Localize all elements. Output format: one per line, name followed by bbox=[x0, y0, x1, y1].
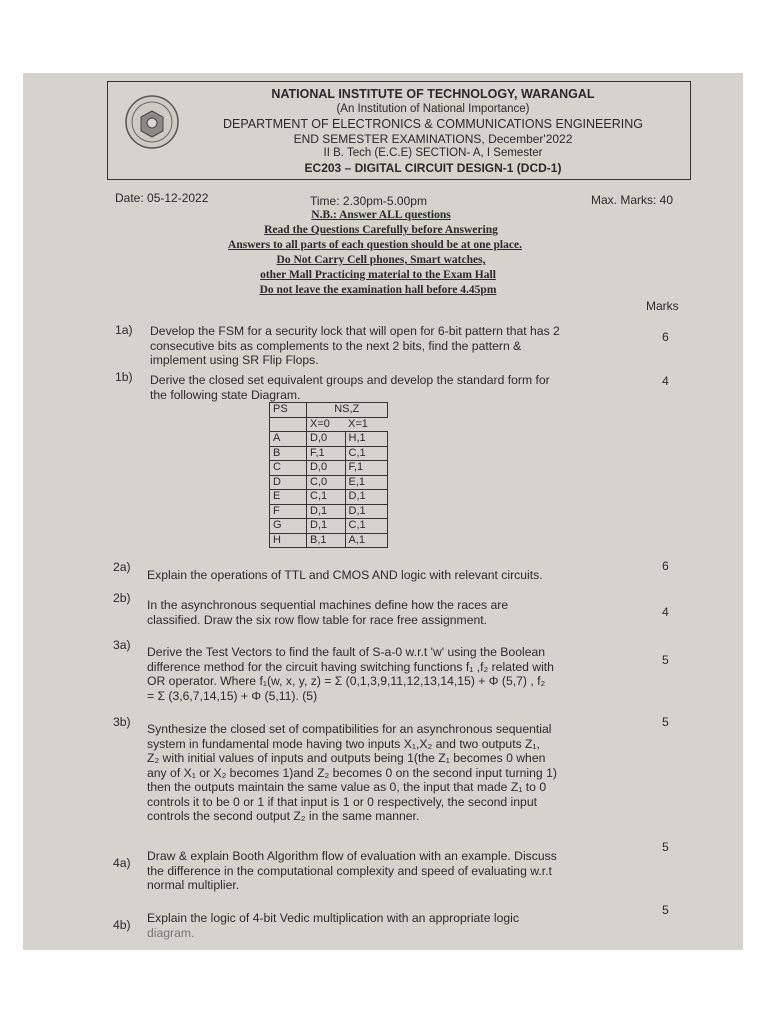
table-cell: D,1 bbox=[345, 490, 387, 505]
instruction-4: Do Not Carry Cell phones, Smart watches, bbox=[276, 254, 486, 266]
question-number: 2a) bbox=[113, 560, 131, 574]
question-2b bbox=[147, 598, 647, 627]
marks-value: 4 bbox=[662, 605, 669, 619]
table-row bbox=[270, 432, 388, 447]
table-cell: G bbox=[270, 519, 307, 534]
question-line: Derive the Test Vectors to find the fault of S-a-0 w.r.t 'w' using the Boolean bbox=[147, 645, 546, 659]
table-row bbox=[270, 490, 388, 505]
question-line: controls it to be 0 or 1 if that input is 1 or 0 respectively, the second input bbox=[147, 794, 537, 809]
question-number: 4b) bbox=[113, 918, 131, 932]
table-cell: B,1 bbox=[307, 533, 346, 548]
question-number: 3b) bbox=[113, 715, 131, 729]
question-line: the following state Diagram. bbox=[150, 387, 301, 402]
question-line: system in fundamental mode having two inputs X₁,X₂ and two outputs Z₁, bbox=[147, 736, 541, 751]
question-line: consecutive bits as complements to the next 2 bits, find the pattern & bbox=[150, 338, 522, 353]
table-cell: H bbox=[270, 533, 307, 548]
question-2a bbox=[147, 568, 647, 583]
table-cell: D bbox=[270, 475, 307, 490]
marks-value: 5 bbox=[662, 715, 669, 729]
question-3b bbox=[147, 722, 647, 824]
marks-value: 5 bbox=[662, 903, 669, 917]
question-number: 1b) bbox=[115, 370, 133, 384]
table-cell: H,1 bbox=[345, 432, 387, 447]
table-row bbox=[270, 519, 388, 534]
table-cell: F bbox=[270, 504, 307, 519]
marks-value: 5 bbox=[662, 840, 669, 854]
question-line: Synthesize the closed set of compatibilities for an asynchronous sequential bbox=[147, 722, 552, 736]
table-cell: D,0 bbox=[307, 432, 346, 447]
institute-name: NATIONAL INSTITUTE OF TECHNOLOGY, WARANGAL bbox=[271, 87, 595, 101]
course-title: EC203 – DIGITAL CIRCUIT DESIGN-1 (DCD-1) bbox=[304, 161, 562, 175]
marks-value: 4 bbox=[662, 374, 669, 388]
department-name: DEPARTMENT OF ELECTRONICS & COMMUNICATIONS ENGINEERING bbox=[223, 117, 643, 131]
question-line: diagram. bbox=[147, 925, 195, 940]
state-table bbox=[269, 402, 388, 548]
instruction-1: N.B.: Answer ALL questions bbox=[311, 209, 451, 221]
table-cell: C,1 bbox=[345, 519, 387, 534]
question-line: difference method for the circuit having switching functions f₁ ,f₂ related with bbox=[147, 659, 554, 674]
question-number: 3a) bbox=[113, 638, 131, 652]
question-line: Develop the FSM for a security lock that will open for 6-bit pattern that has 2 bbox=[150, 324, 560, 338]
question-line: OR operator. Where f₁(w, x, y, z) = Σ (0,1,3,9,11,12,13,14,15) + Φ (5,7) , f₂ bbox=[147, 674, 546, 688]
table-row bbox=[270, 504, 388, 519]
class-section: II B. Tech (E.C.E) SECTION- A, I Semester bbox=[323, 147, 543, 159]
exam-title: END SEMESTER EXAMINATIONS, December'2022 bbox=[293, 132, 573, 146]
institute-subtitle: (An Institution of National Importance) bbox=[336, 103, 530, 115]
marks-column-header: Marks bbox=[646, 299, 679, 313]
question-line: = Σ (3,6,7,14,15) + Φ (5,11). (5) bbox=[147, 688, 318, 703]
exam-paper bbox=[23, 73, 743, 950]
question-line: then the outputs maintain the same value as 0, the input that made Z₁ to 0 bbox=[147, 780, 547, 794]
state-table-sub-x1: X=1 bbox=[348, 417, 368, 430]
table-cell: C,0 bbox=[307, 475, 346, 490]
question-line: Z₂ with initial values of inputs and outputs being 1(the Z₁ becomes 0 when bbox=[147, 751, 546, 765]
question-4b bbox=[147, 911, 647, 940]
marks-value: 6 bbox=[662, 330, 669, 344]
exam-time: Time: 2.30pm-5.00pm bbox=[310, 194, 427, 208]
instruction-5: other Mall Practicing material to the Exam Hall bbox=[260, 269, 496, 281]
state-table-header-ps: PS bbox=[270, 403, 307, 418]
question-line: classified. Draw the six row flow table for race free assignment. bbox=[147, 612, 488, 627]
table-row bbox=[270, 461, 388, 476]
question-line: Explain the operations of TTL and CMOS AND logic with relevant circuits. bbox=[147, 568, 543, 582]
table-cell: D,1 bbox=[345, 504, 387, 519]
table-row bbox=[270, 475, 388, 490]
table-cell: A bbox=[270, 432, 307, 447]
instruction-6: Do not leave the examination hall before 4.45pm bbox=[259, 284, 497, 296]
question-line: the difference in the computational complexity and speed of evaluating w.r.t bbox=[147, 863, 552, 878]
table-cell: D,1 bbox=[307, 519, 346, 534]
instruction-3: Answers to all parts of each question should be at one place. bbox=[228, 239, 522, 251]
table-cell: D,0 bbox=[307, 461, 346, 476]
table-cell: C,1 bbox=[345, 446, 387, 461]
table-row bbox=[270, 446, 388, 461]
marks-value: 5 bbox=[662, 653, 669, 667]
question-line: Derive the closed set equivalent groups and develop the standard form for bbox=[150, 373, 550, 387]
table-cell: A,1 bbox=[345, 533, 387, 548]
question-line: implement using SR Flip Flops. bbox=[150, 353, 319, 367]
question-line: any of X₁ or X₂ becomes 1)and Z₂ becomes 0 on the second input turning 1) bbox=[147, 765, 557, 780]
table-cell: E,1 bbox=[345, 475, 387, 490]
exam-date: Date: 05-12-2022 bbox=[115, 191, 209, 205]
marks-value: 6 bbox=[662, 559, 669, 573]
table-cell: F,1 bbox=[345, 461, 387, 476]
question-line: Draw & explain Booth Algorithm flow of evaluation with an example. Discuss bbox=[147, 849, 557, 863]
question-number: 4a) bbox=[113, 856, 131, 870]
question-3a bbox=[147, 645, 647, 703]
question-number: 1a) bbox=[115, 323, 133, 337]
question-number: 2b) bbox=[113, 591, 131, 605]
state-table-header-ns: NS,Z bbox=[307, 403, 388, 418]
table-row bbox=[270, 533, 388, 548]
question-1a bbox=[150, 324, 640, 368]
question-1b bbox=[150, 373, 640, 402]
instruction-2: Read the Questions Carefully before Answering bbox=[264, 224, 498, 236]
table-cell: D,1 bbox=[307, 504, 346, 519]
state-table-sub-x0: X=0 bbox=[310, 417, 330, 430]
table-cell: C,1 bbox=[307, 490, 346, 505]
table-cell: E bbox=[270, 490, 307, 505]
table-cell: B bbox=[270, 446, 307, 461]
question-line: controls the second output Z₂ in the same manner. bbox=[147, 809, 420, 823]
table-cell: F,1 bbox=[307, 446, 346, 461]
max-marks: Max. Marks: 40 bbox=[591, 193, 674, 207]
table-cell: C bbox=[270, 461, 307, 476]
nit-warangal-logo-icon bbox=[123, 93, 181, 151]
question-line: Explain the logic of 4-bit Vedic multiplication with an appropriate logic bbox=[147, 911, 519, 925]
question-4a bbox=[147, 849, 647, 893]
question-line: normal multiplier. bbox=[147, 878, 240, 892]
question-line: In the asynchronous sequential machines define how the races are bbox=[147, 598, 509, 612]
